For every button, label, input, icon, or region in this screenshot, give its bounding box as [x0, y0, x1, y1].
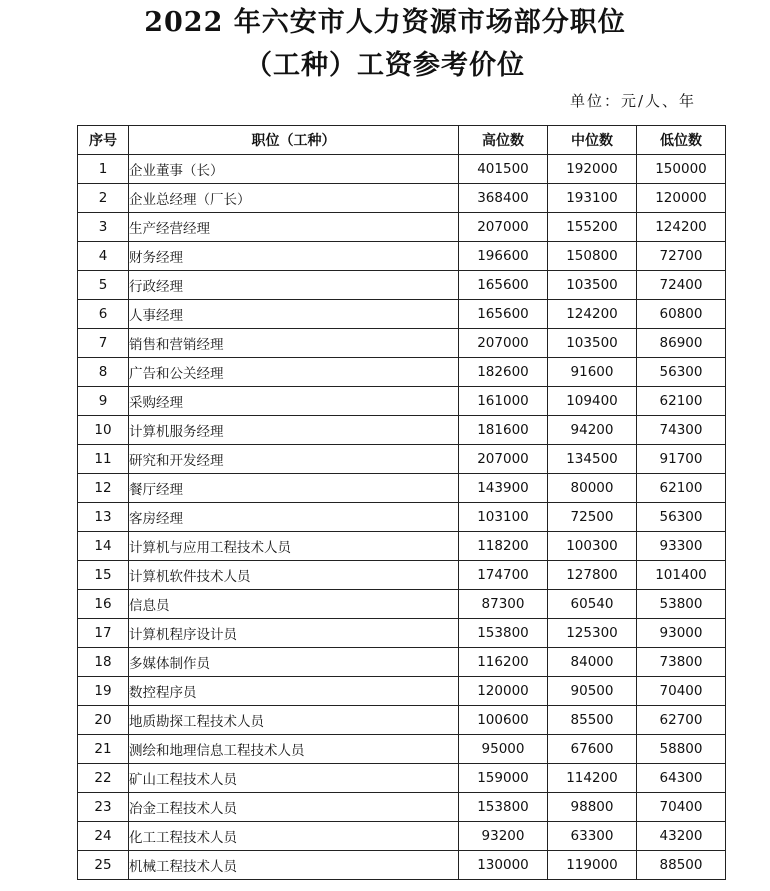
- cell-serial-number: 16: [78, 590, 129, 619]
- cell-high-percentile: 100600: [459, 706, 548, 735]
- cell-serial-number: 4: [78, 242, 129, 271]
- cell-low-percentile: 88500: [637, 851, 726, 880]
- cell-median: 114200: [548, 764, 637, 793]
- cell-low-percentile: 64300: [637, 764, 726, 793]
- table-row: [78, 735, 726, 764]
- table-row: [78, 474, 726, 503]
- cell-job-title: 人事经理: [129, 300, 459, 329]
- cell-low-percentile: 72400: [637, 271, 726, 300]
- cell-serial-number: 21: [78, 735, 129, 764]
- table-row: [78, 822, 726, 851]
- cell-median: 127800: [548, 561, 637, 590]
- cell-low-percentile: 62100: [637, 387, 726, 416]
- cell-serial-number: 13: [78, 503, 129, 532]
- cell-median: 150800: [548, 242, 637, 271]
- table-row: [78, 358, 726, 387]
- document-title-line-1: 2022 年六安市人力资源市场部分职位: [144, 7, 626, 38]
- cell-low-percentile: 62100: [637, 474, 726, 503]
- cell-median: 103500: [548, 329, 637, 358]
- cell-job-title: 行政经理: [129, 271, 459, 300]
- cell-high-percentile: 87300: [459, 590, 548, 619]
- cell-low-percentile: 62700: [637, 706, 726, 735]
- cell-serial-number: 19: [78, 677, 129, 706]
- cell-low-percentile: 56300: [637, 503, 726, 532]
- cell-median: 84000: [548, 648, 637, 677]
- cell-job-title: 企业总经理（厂长）: [129, 184, 459, 213]
- cell-high-percentile: 153800: [459, 619, 548, 648]
- cell-low-percentile: 150000: [637, 155, 726, 184]
- cell-low-percentile: 72700: [637, 242, 726, 271]
- cell-job-title: 餐厅经理: [129, 474, 459, 503]
- cell-high-percentile: 93200: [459, 822, 548, 851]
- cell-median: 63300: [548, 822, 637, 851]
- cell-serial-number: 7: [78, 329, 129, 358]
- cell-job-title: 计算机软件技术人员: [129, 561, 459, 590]
- cell-high-percentile: 174700: [459, 561, 548, 590]
- cell-serial-number: 10: [78, 416, 129, 445]
- cell-high-percentile: 153800: [459, 793, 548, 822]
- header-serial-number: 序号: [78, 126, 129, 155]
- cell-job-title: 计算机与应用工程技术人员: [129, 532, 459, 561]
- cell-serial-number: 1: [78, 155, 129, 184]
- document-title-line-2: （工种）工资参考价位: [245, 50, 525, 81]
- cell-median: 193100: [548, 184, 637, 213]
- cell-median: 155200: [548, 213, 637, 242]
- cell-serial-number: 12: [78, 474, 129, 503]
- cell-low-percentile: 120000: [637, 184, 726, 213]
- table-row: [78, 300, 726, 329]
- cell-low-percentile: 101400: [637, 561, 726, 590]
- cell-high-percentile: 130000: [459, 851, 548, 880]
- cell-low-percentile: 70400: [637, 677, 726, 706]
- cell-low-percentile: 53800: [637, 590, 726, 619]
- cell-median: 72500: [548, 503, 637, 532]
- cell-median: 94200: [548, 416, 637, 445]
- cell-high-percentile: 207000: [459, 445, 548, 474]
- cell-high-percentile: 207000: [459, 329, 548, 358]
- cell-median: 134500: [548, 445, 637, 474]
- table-row: [78, 590, 726, 619]
- cell-job-title: 数控程序员: [129, 677, 459, 706]
- table-row: [78, 561, 726, 590]
- cell-low-percentile: 93000: [637, 619, 726, 648]
- table-row: [78, 387, 726, 416]
- cell-job-title: 生产经营经理: [129, 213, 459, 242]
- cell-high-percentile: 118200: [459, 532, 548, 561]
- cell-serial-number: 9: [78, 387, 129, 416]
- cell-high-percentile: 143900: [459, 474, 548, 503]
- cell-high-percentile: 181600: [459, 416, 548, 445]
- cell-serial-number: 24: [78, 822, 129, 851]
- table-row: [78, 764, 726, 793]
- cell-median: 67600: [548, 735, 637, 764]
- cell-job-title: 信息员: [129, 590, 459, 619]
- wage-table: [77, 125, 726, 880]
- cell-serial-number: 18: [78, 648, 129, 677]
- table-row: [78, 271, 726, 300]
- cell-median: 192000: [548, 155, 637, 184]
- cell-median: 119000: [548, 851, 637, 880]
- cell-high-percentile: 159000: [459, 764, 548, 793]
- cell-job-title: 财务经理: [129, 242, 459, 271]
- cell-median: 124200: [548, 300, 637, 329]
- cell-low-percentile: 56300: [637, 358, 726, 387]
- cell-median: 109400: [548, 387, 637, 416]
- header-job-title: 职位（工种）: [129, 126, 459, 155]
- cell-job-title: 广告和公关经理: [129, 358, 459, 387]
- table-row: [78, 532, 726, 561]
- cell-job-title: 冶金工程技术人员: [129, 793, 459, 822]
- cell-median: 125300: [548, 619, 637, 648]
- cell-job-title: 多媒体制作员: [129, 648, 459, 677]
- cell-serial-number: 14: [78, 532, 129, 561]
- cell-low-percentile: 43200: [637, 822, 726, 851]
- cell-job-title: 矿山工程技术人员: [129, 764, 459, 793]
- cell-high-percentile: 165600: [459, 271, 548, 300]
- cell-high-percentile: 103100: [459, 503, 548, 532]
- cell-job-title: 企业董事（长）: [129, 155, 459, 184]
- cell-low-percentile: 60800: [637, 300, 726, 329]
- cell-high-percentile: 368400: [459, 184, 548, 213]
- table-row: [78, 793, 726, 822]
- table-body: [78, 155, 726, 880]
- cell-job-title: 研究和开发经理: [129, 445, 459, 474]
- cell-median: 91600: [548, 358, 637, 387]
- cell-job-title: 销售和营销经理: [129, 329, 459, 358]
- cell-serial-number: 23: [78, 793, 129, 822]
- table-row: [78, 329, 726, 358]
- cell-low-percentile: 74300: [637, 416, 726, 445]
- unit-note: 单位：元/人、年: [569, 92, 696, 110]
- cell-high-percentile: 95000: [459, 735, 548, 764]
- cell-median: 60540: [548, 590, 637, 619]
- cell-serial-number: 5: [78, 271, 129, 300]
- cell-median: 90500: [548, 677, 637, 706]
- header-high-percentile: 高位数: [459, 126, 548, 155]
- cell-high-percentile: 196600: [459, 242, 548, 271]
- cell-serial-number: 8: [78, 358, 129, 387]
- cell-job-title: 计算机程序设计员: [129, 619, 459, 648]
- cell-serial-number: 6: [78, 300, 129, 329]
- cell-high-percentile: 165600: [459, 300, 548, 329]
- table-row: [78, 503, 726, 532]
- cell-low-percentile: 93300: [637, 532, 726, 561]
- cell-median: 85500: [548, 706, 637, 735]
- table-row: [78, 155, 726, 184]
- cell-job-title: 测绘和地理信息工程技术人员: [129, 735, 459, 764]
- cell-low-percentile: 91700: [637, 445, 726, 474]
- table-header-row: [78, 126, 726, 155]
- cell-serial-number: 11: [78, 445, 129, 474]
- table-row: [78, 619, 726, 648]
- cell-serial-number: 25: [78, 851, 129, 880]
- cell-job-title: 机械工程技术人员: [129, 851, 459, 880]
- cell-low-percentile: 73800: [637, 648, 726, 677]
- cell-median: 80000: [548, 474, 637, 503]
- cell-low-percentile: 58800: [637, 735, 726, 764]
- cell-serial-number: 20: [78, 706, 129, 735]
- cell-serial-number: 15: [78, 561, 129, 590]
- cell-low-percentile: 124200: [637, 213, 726, 242]
- cell-low-percentile: 70400: [637, 793, 726, 822]
- table-row: [78, 706, 726, 735]
- table-row: [78, 445, 726, 474]
- cell-job-title: 计算机服务经理: [129, 416, 459, 445]
- table-row: [78, 184, 726, 213]
- cell-serial-number: 3: [78, 213, 129, 242]
- header-median: 中位数: [548, 126, 637, 155]
- table-row: [78, 416, 726, 445]
- table-row: [78, 213, 726, 242]
- cell-median: 98800: [548, 793, 637, 822]
- cell-low-percentile: 86900: [637, 329, 726, 358]
- cell-serial-number: 17: [78, 619, 129, 648]
- table-row: [78, 242, 726, 271]
- table-row: [78, 851, 726, 880]
- cell-high-percentile: 120000: [459, 677, 548, 706]
- cell-high-percentile: 207000: [459, 213, 548, 242]
- cell-job-title: 客房经理: [129, 503, 459, 532]
- header-low-percentile: 低位数: [637, 126, 726, 155]
- table-row: [78, 648, 726, 677]
- cell-high-percentile: 161000: [459, 387, 548, 416]
- cell-job-title: 地质勘探工程技术人员: [129, 706, 459, 735]
- cell-job-title: 采购经理: [129, 387, 459, 416]
- cell-high-percentile: 182600: [459, 358, 548, 387]
- cell-median: 100300: [548, 532, 637, 561]
- cell-serial-number: 2: [78, 184, 129, 213]
- cell-high-percentile: 116200: [459, 648, 548, 677]
- cell-high-percentile: 401500: [459, 155, 548, 184]
- table-row: [78, 677, 726, 706]
- cell-median: 103500: [548, 271, 637, 300]
- cell-serial-number: 22: [78, 764, 129, 793]
- cell-job-title: 化工工程技术人员: [129, 822, 459, 851]
